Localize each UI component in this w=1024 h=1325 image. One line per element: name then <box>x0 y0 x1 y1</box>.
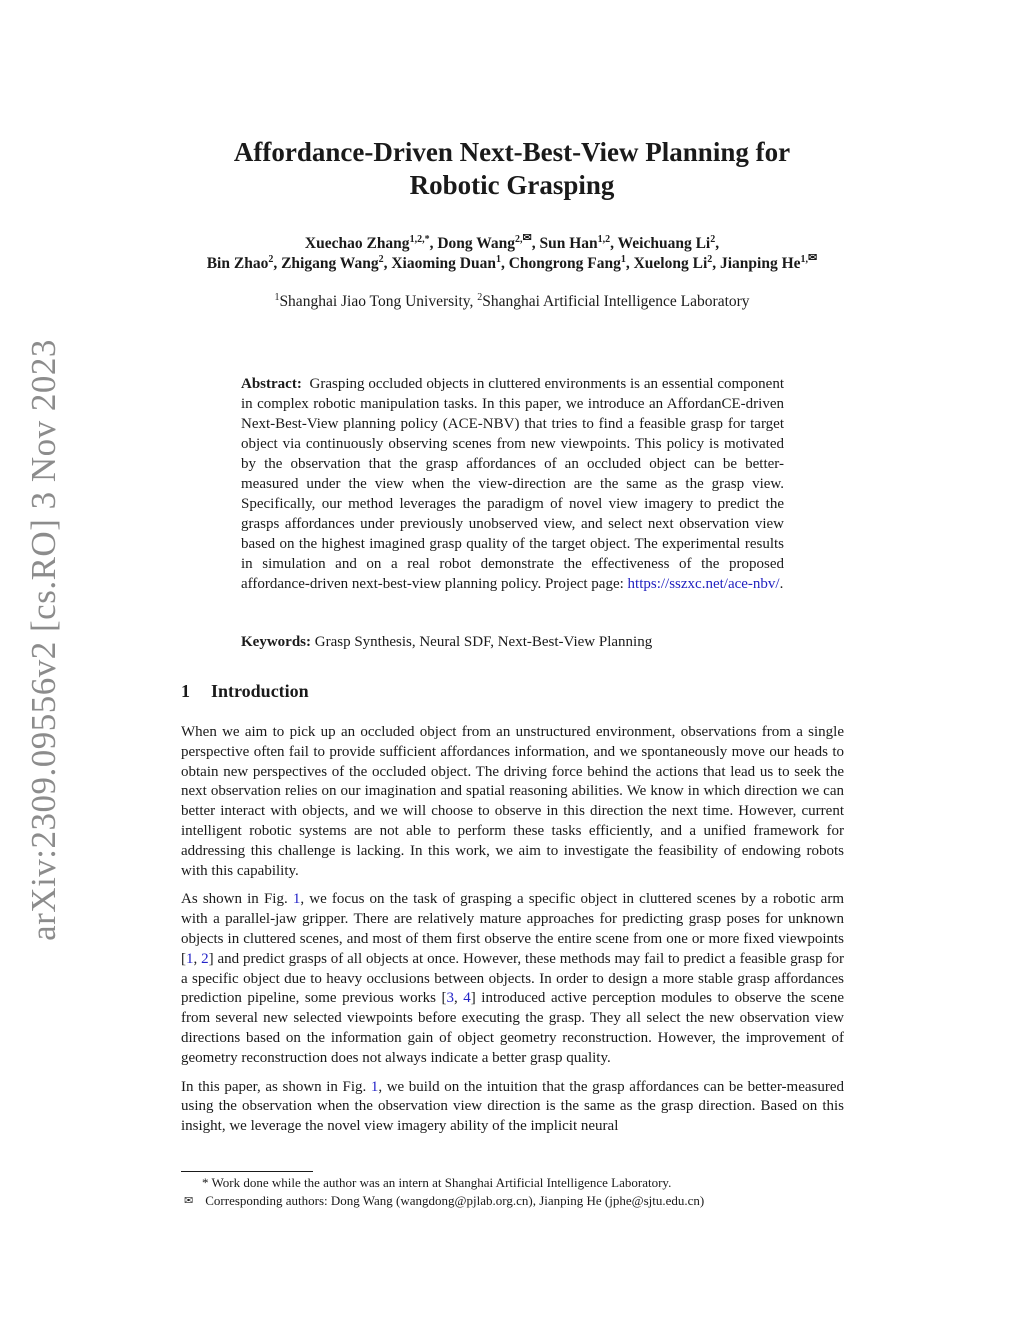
affil-mark: 1 <box>274 292 280 303</box>
abstract-label: Abstract: <box>241 376 302 392</box>
paragraph-3: In this paper, as shown in Fig. 1, we build on the intuition that the grasp affordances can be better-measured using the observation when the observation view direction is the same as the grasp direction. Based on this insight, we leverage the novel view imagery ability of the implicit neural <box>181 1078 844 1135</box>
footnote-corresponding: ✉ Corresponding authors: Dong Wang (wangdong@pjlab.org.cn), Jianping He (jphe@sjtu.edu.cn) <box>184 1193 705 1208</box>
footnote-intern: * Work done while the author was an intern at Shanghai Artificial Intelligence Laboratory. <box>202 1175 672 1190</box>
author-name: Jianping He <box>720 255 801 272</box>
author-name: Chongrong Fang <box>508 255 621 272</box>
citation-link[interactable]: 4 <box>463 990 471 1007</box>
keywords-label: Keywords: <box>241 634 311 650</box>
author-name: Zhigang Wang <box>281 255 379 272</box>
paper-title <box>180 136 844 202</box>
author-line-1: Xuechao Zhang$^{1,2,*}$, Dong Wang$^{2,✉}$, Sun Han$^{1,2}$, Weichuang Li$^2$, <box>304 232 720 252</box>
section-title: Introduction <box>211 681 309 701</box>
author-affil-mark: 2,✉ <box>515 232 532 245</box>
section-heading <box>181 680 309 702</box>
keywords <box>241 632 784 652</box>
citation-link[interactable]: 2 <box>201 950 209 967</box>
figure-ref[interactable]: 1 <box>370 1078 379 1095</box>
author-affil-mark: 1,✉ <box>800 252 818 265</box>
author-name: Weichuang Li <box>617 235 711 252</box>
citation-link[interactable]: 3 <box>446 990 454 1007</box>
introduction-body <box>181 723 844 1146</box>
title-line-1: Affordance-Driven Next-Best-View Planning for <box>233 137 791 167</box>
project-page-link[interactable]: https://sszxc.net/ace-nbv/ <box>627 576 780 592</box>
author-affil-mark: 1 <box>620 254 626 265</box>
paragraph-1: When we aim to pick up an occluded object from an unstructured environment, observations from a single perspective often fail to provide sufficient affordances information, and we spontaneously move our heads to obtain new perspectives of the occluded object. The driving force behind the actions that lead us to seek the next observation relies on our imagination and spatial reasoning abilities. We know in which direction we can better interact with objects, and we will choose to observe in this direction the next time. However, current intelligent robotic systems are not able to perform these tasks efficiently, and a unified framework for addressing this challenge is lacking. In this work, we aim to investigate the feasibility of endowing robots with this capability. <box>181 724 844 879</box>
author-affil-mark: 1,2 <box>597 234 611 245</box>
author-affil-mark: 2 <box>268 254 274 265</box>
figure-ref[interactable]: 1 <box>292 891 301 908</box>
abstract-text: Grasping occluded objects in cluttered environments is an essential component in complex robotic manipulation tasks. In this paper, we introduce an AffordanCE-driven Next-Best-View planning policy (ACE-NBV) that tries to find a feasible grasp for target object via continuously observing scenes from new viewpoints. This policy is motivated by the observation that the grasp affordances of an occluded object can be better-measured under the view when the view-direction are the same as the grasp view. Specifically, our method leverages the paradigm of novel view imagery to predict the grasps affordances under previously unobserved view, and select next observation view based on the highest imagined grasp quality of the target object. The experimental results in simulation and on a real robot demonstrate the effectiveness of the proposed affordance-driven next-best-view planning policy. Project page: <box>241 376 785 592</box>
author-line-2: Bin Zhao$^2$, Zhigang Wang$^2$, Xiaoming Duan$^1$, Chongrong Fang$^1$, Xuelong Li$^2$, Jianping $He^{1,✉}$ <box>206 252 818 272</box>
author-affil-mark: 1,2,* <box>409 234 430 245</box>
author-name: Xiaoming Duan <box>391 255 496 272</box>
abstract: Abstract: Grasping occluded objects in cluttered environments is an essential component in complex robotic manipulation tasks. In this paper, we introduce an AffordanCE-driven Next-Best-View planning policy (ACE-NBV) that tries to find a feasible grasp for target object via continuously observing scenes from new viewpoints. This policy is motivated by the observation that the grasp affordances of an occluded object can be better-measured under the view when the view-direction are the same as the grasp view. Specifically, our method leverages the paradigm of novel view imagery to predict the grasps affordances under previously unobserved view, and select next observation view based on the highest imagined grasp quality of the target object. The experimental results in simulation and on a real robot demonstrate the effectiveness of the proposed affordance-driven next-best-view planning policy. Project page: https://sszxc.net/ace-nbv/. <box>241 376 785 592</box>
affiliations <box>180 292 844 312</box>
paragraph-2: As shown in Fig. 1, we focus on the task of grasping a specific object in cluttered scenes by a robotic arm with a parallel-jaw gripper. There are relatively mature approaches for predicting grasp poses for unknown objects in cluttered scenes, and most of them first observe the entire scene from one or more fixed viewpoints [1, 2] and predict grasps of all objects at once. However, these methods may fail to predict a feasible grasp for a specific object due to heavy occlusions between objects. In order to design a more stable grasp affordances prediction pipeline, some previous works [3, 4] introduced active perception modules to observe the scene from several new selected viewpoints before executing the grasp. They all select the new observation view directions based on the information gain of object geometry reconstruction. However, the improvement of geometry reconstruction does not always indicate a better grasp quality. <box>181 891 844 1066</box>
affil-mark: 2 <box>477 292 483 303</box>
author-affil-mark: 2 <box>710 234 716 245</box>
title-line-2: Robotic Grasping <box>409 170 615 200</box>
footnotes <box>181 1174 844 1210</box>
author-name: Xuechao Zhang <box>304 235 410 252</box>
author-affil-mark: 2 <box>378 254 384 265</box>
author-affil-mark: 1 <box>495 254 501 265</box>
author-list <box>140 234 884 274</box>
author-name: Sun Han <box>539 235 598 252</box>
section-number: 1 <box>181 681 190 701</box>
author-name: Xuelong Li <box>633 255 708 272</box>
affiliation-1: Shanghai Jiao Tong University, <box>279 293 478 310</box>
arxiv-identifier: arXiv:2309.09556v2 [cs.RO] 3 Nov 2023 <box>24 339 63 941</box>
footnote-divider <box>181 1171 313 1172</box>
affiliation-2: Shanghai Artificial Intelligence Laboratory <box>482 293 750 310</box>
keywords-text: Grasp Synthesis, Neural SDF, Next-Best-View Planning <box>314 634 653 650</box>
author-name: Bin Zhao <box>206 255 269 272</box>
citation-link[interactable]: 1 <box>186 950 194 967</box>
author-name: Dong Wang <box>437 235 515 252</box>
author-affil-mark: 2 <box>707 254 713 265</box>
